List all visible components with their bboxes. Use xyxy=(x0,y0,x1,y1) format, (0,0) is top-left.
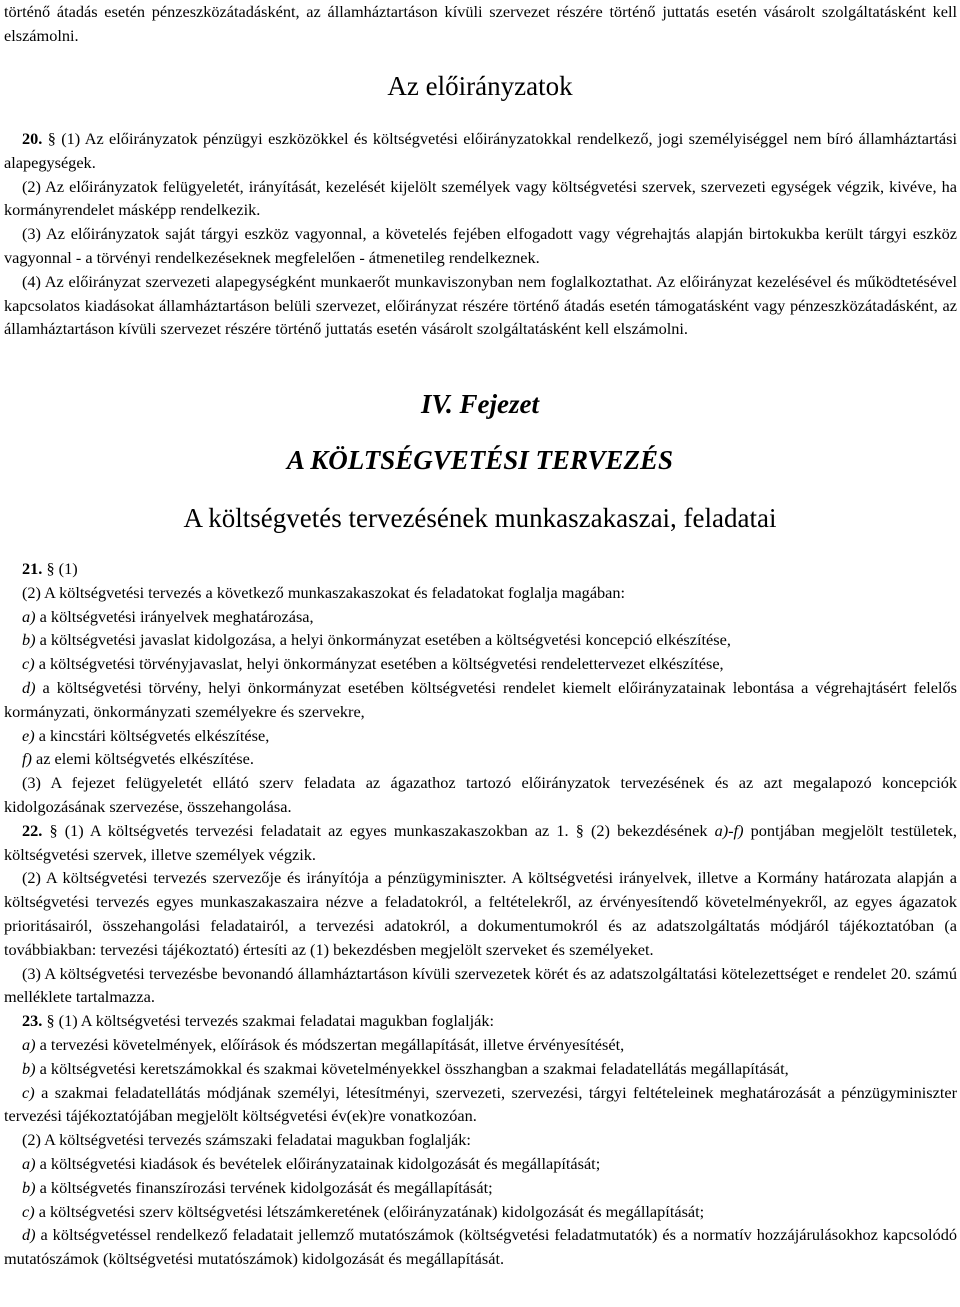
item-label: f) xyxy=(22,749,32,769)
item-label: d) xyxy=(22,677,36,697)
section-sign: § xyxy=(49,820,58,840)
list-item xyxy=(4,1057,957,1081)
list-item xyxy=(4,1152,957,1176)
section-21 xyxy=(4,557,957,1271)
item-text: a költségvetéssel rendelkező feladatait jellemző mutatószámok (költségvetési feladatmutatók) és a normatív hozzájárulásokhoz kapcsolódó mutatószámok (költségvetési mutatószámok) kidolgozását és megállapítását. xyxy=(4,1225,957,1269)
s22-p3: (3) A költségvetési tervezésbe bevonandó államháztartáson kívüli szervezetek körét és az adatszolgáltatási kötelezettséget e rendelet 20. számú melléklete tartalmazza. xyxy=(4,963,957,1007)
item-label: b) xyxy=(22,630,36,650)
item-label: d) xyxy=(22,1225,36,1245)
item-label: b) xyxy=(22,1177,36,1197)
chapter-title: A KÖLTSÉGVETÉSI TERVEZÉS xyxy=(286,445,674,475)
item-text: a költségvetési kiadások és bevételek előirányzatainak kidolgozását és megállapítását; xyxy=(35,1153,601,1173)
s20-p3: (3) Az előirányzatok saját tárgyi eszköz vagyonnal, a követelés fejében elfogadott vagy végrehajtás alapján birtokukba került tárgyi eszköz vagyonnal - a törvényi rendelkezéseknek megfelelően - átmenetileg rendelkeznek. xyxy=(4,224,957,267)
list-item xyxy=(4,652,957,676)
list-item xyxy=(4,1081,957,1129)
s22-p1-text: (2) bekezdésének xyxy=(583,820,715,840)
section-sign: § xyxy=(47,129,56,148)
item-text: a költségvetési szerv költségvetési létszámkeretének (előirányzatának) kidolgozását és megállapítását; xyxy=(34,1201,705,1221)
item-text: a költségvetési törvényjavaslat, helyi önkormányzat esetében a költségvetési rendelettervezet elkészítése, xyxy=(34,654,724,674)
s23-p2: (2) A költségvetési tervezés számszaki feladatai magukban foglalják: xyxy=(22,1130,471,1150)
item-label: c) xyxy=(22,654,35,674)
section-sign: § xyxy=(46,1011,55,1031)
list-item xyxy=(4,1176,957,1200)
item-label: a) xyxy=(22,1153,36,1173)
s23-p1 xyxy=(4,1009,957,1033)
item-label: b) xyxy=(22,1058,36,1078)
item-text: az elemi költségvetés elkészítése. xyxy=(31,749,254,769)
s21-number: 21. xyxy=(22,559,43,578)
s20-p2: (2) Az előirányzatok felügyeletét, irányítását, kezelését kijelölt személyek vagy költségvetési szervek, szervezeti egységek végzik, kivéve, ha kormányrendelet másképp rendelkezik. xyxy=(4,176,957,220)
list-item xyxy=(4,676,957,724)
item-text: a költségvetés finanszírozási tervének kidolgozását és megállapítását; xyxy=(35,1177,493,1197)
s21-p2: (2) A költségvetési tervezés a következő munkaszakaszokat és feladatokat foglalja magában: xyxy=(22,582,626,602)
item-text: a költségvetési javaslat kidolgozása, a helyi önkormányzat esetében a költségvetési koncepció elkészítése, xyxy=(35,630,731,650)
subheading-eloiranyzatok: Az előirányzatok xyxy=(387,71,573,101)
s22-p2: (2) A költségvetési tervezés szervezője és irányítója a pénzügyminiszter. A költségvetési irányelvek, illetve a Kormány határozata alapján a költségvetési tervezés egyes munkaszakaszaira nézve a feladatokról, a feltételekről, az érvényesítendő követelményekről, az egyes ágazatok prioritásairól, összehangolási feladatairól, a tervezési adatokról, a dokumentumokról és az adatszolgáltatás módjáról tájékoztatóban (a továbbiakban: tervezési tájékoztató) értesíti az (1) bekezdésben megjelölt szerveket és személyeket. xyxy=(4,868,957,959)
item-label: a) xyxy=(22,1034,36,1054)
item-text: a kincstári költségvetés elkészítése, xyxy=(34,725,270,745)
item-label: c) xyxy=(22,1201,35,1221)
item-text: a költségvetési törvény, helyi önkormányzat esetében költségvetési rendelet kiemelt előirányzatainak lebontása a végrehajtásért felelős kormányzati, önkormányzati személyekre és szervekre, xyxy=(4,677,957,721)
item-label: e) xyxy=(22,725,35,745)
list-item xyxy=(4,1033,957,1057)
subheading-tervezes: A költségvetés tervezésének munkaszakaszai, feladatai xyxy=(183,503,777,533)
item-label: a) xyxy=(22,606,36,626)
top-paragraph xyxy=(4,0,957,48)
s22-number: 22. xyxy=(22,820,43,840)
item-text: a költségvetési keretszámokkal és szakmai követelményekkel összhangban a szakmai feladatellátás megállapítását, xyxy=(35,1058,789,1078)
list-item xyxy=(4,605,957,629)
s23-number: 23. xyxy=(22,1011,43,1031)
s23-p1-text: (1) A költségvetési tervezés szakmai feladatai magukban foglalják: xyxy=(54,1011,495,1031)
list-item xyxy=(4,628,957,652)
s20-number: 20. xyxy=(22,129,43,148)
s22-p1-ref: a)-f) xyxy=(714,820,744,840)
item-text: a szakmai feladatellátás módjának személyi, létesítményi, szervezeti, szervezési, tárgyi feltételeinek meghatározását a pénzügyminiszter tervezési tájékoztatójában megjelölt költségvetési év(ek)re vonatkozóan. xyxy=(4,1082,957,1126)
section-sign: § xyxy=(575,820,584,840)
list-item xyxy=(4,1223,957,1271)
list-item xyxy=(4,1200,957,1224)
s22-p1 xyxy=(4,819,957,867)
s21-p1 xyxy=(4,557,957,581)
item-text: a tervezési követelmények, előírások és módszertan megállapítását, illetve érvényesítését, xyxy=(35,1034,625,1054)
item-label: c) xyxy=(22,1082,35,1102)
s22-p1-text: (1) A költségvetés tervezési feladatait az egyes munkaszakaszokban az 1. xyxy=(57,820,576,840)
s20-p1 xyxy=(4,127,957,175)
list-item xyxy=(4,724,957,748)
s21-p1-text: (1) xyxy=(58,559,78,578)
s21-p3: (3) A fejezet felügyeletét ellátó szerv feladata az ágazathoz tartozó előirányzatok tervezésének és az azt megalapozó koncepciók kidolgozásának szervezése, összehangolása. xyxy=(4,773,957,816)
continued-text: történő átadás esetén pénzeszközátadásként, az államháztartáson kívüli szervezet részére történő juttatás esetén vásárolt szolgáltatásként kell elszámolni. xyxy=(4,2,957,45)
chapter-number: IV. Fejezet xyxy=(420,389,539,419)
item-text: a költségvetési irányelvek meghatározása, xyxy=(35,606,314,626)
s20-p1-text: (1) Az előirányzatok pénzügyi eszközökkel és költségvetési előirányzatokkal rendelkező, jogi személyiséggel nem bíró államháztartási alapegységek. xyxy=(4,129,957,172)
section-20 xyxy=(4,127,957,341)
s20-p4: (4) Az előirányzat szervezeti alapegységként munkaerőt munkaviszonyban nem foglalkoztathat. Az előirányzat kezelésével és működtetésével kapcsolatos kiadásokat államháztartáson belüli szervezet, előirányzat részére történő átadás esetén támogatásként vagy pénzeszközátadásként, az államháztartáson kívüli szervezet részére történő juttatás esetén vásárolt szolgáltatásként kell elszámolni. xyxy=(4,271,957,339)
list-item xyxy=(4,747,957,771)
section-sign: § xyxy=(46,559,55,578)
s22-p1-text: pontjában megjelölt testületek, költségvetési szervek, illetve személyek végzik. xyxy=(4,820,958,864)
